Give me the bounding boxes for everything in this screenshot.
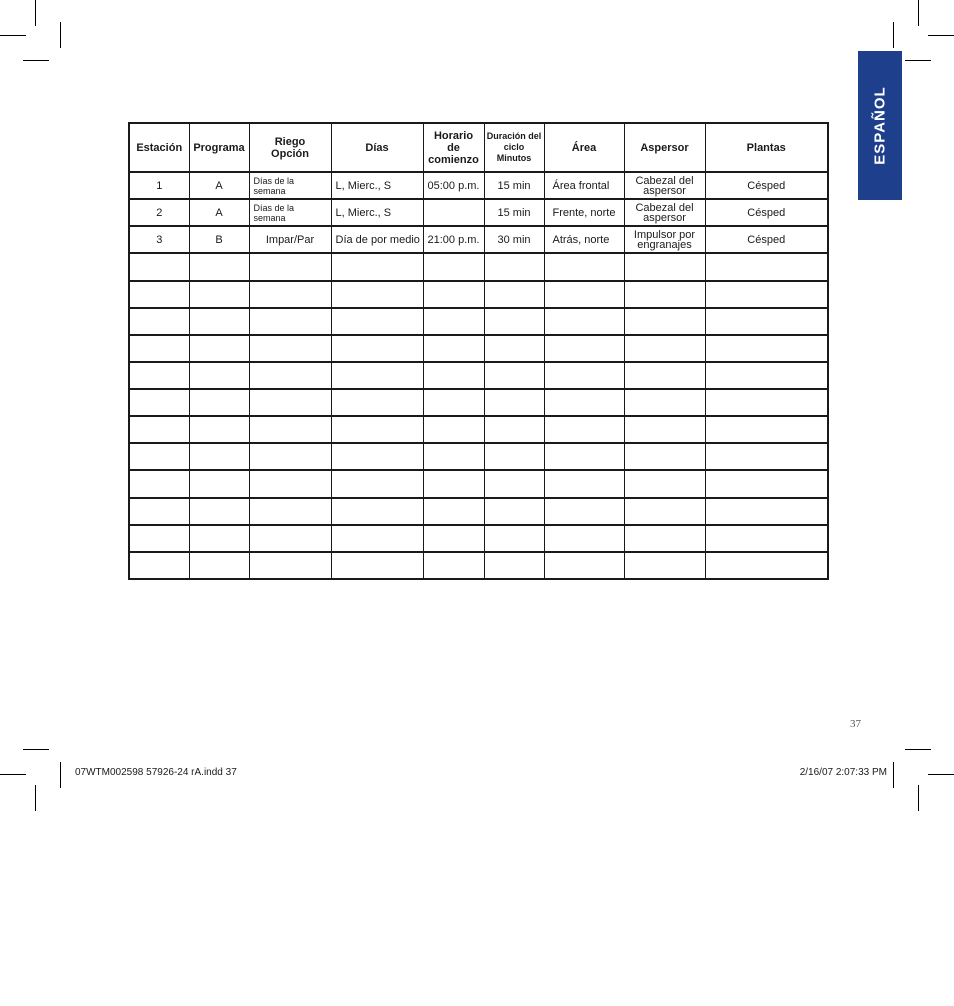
cell-text: Césped xyxy=(747,233,786,246)
cell-text: Atrás, norte xyxy=(552,233,610,246)
cell-start-time xyxy=(423,389,484,416)
cell-text: engranajes xyxy=(637,238,692,251)
cell-start-time xyxy=(423,498,484,525)
cell-watering-option xyxy=(249,253,331,280)
cell-watering-option xyxy=(249,389,331,416)
table-row xyxy=(129,172,828,199)
cell-sprinkler xyxy=(624,389,705,416)
table-row xyxy=(129,443,828,470)
cell-days xyxy=(331,525,423,552)
footer-timestamp: 2/16/07 2:07:33 PM xyxy=(799,767,887,778)
cell-program xyxy=(189,172,249,199)
cell-text: 15 min xyxy=(497,206,531,219)
cell-start-time xyxy=(423,443,484,470)
crop-mark xyxy=(918,785,919,811)
cell-program xyxy=(189,308,249,335)
cell-watering-option xyxy=(249,226,331,253)
cell-days xyxy=(331,389,423,416)
header-label-line: Horario xyxy=(433,129,474,142)
header-plants xyxy=(705,123,828,172)
cell-station xyxy=(129,498,189,525)
cell-sprinkler xyxy=(624,552,705,579)
cell-plants xyxy=(705,199,828,226)
cell-text: 21:00 p.m. xyxy=(427,233,480,246)
cell-watering-option xyxy=(249,443,331,470)
cell-text: aspersor xyxy=(643,211,686,224)
header-sprinkler xyxy=(624,123,705,172)
cell-text: 1 xyxy=(156,179,163,192)
language-tab-label: ESPAÑOL xyxy=(871,86,889,165)
crop-mark xyxy=(35,785,36,811)
cell-area xyxy=(544,172,624,199)
crop-mark xyxy=(893,22,894,48)
cell-program xyxy=(189,416,249,443)
watering-schedule-table xyxy=(128,122,829,580)
cell-cycle-duration xyxy=(484,498,544,525)
cell-text: aspersor xyxy=(643,184,686,197)
table-row xyxy=(129,470,828,497)
crop-mark xyxy=(23,749,49,750)
table-row xyxy=(129,253,828,280)
cell-plants xyxy=(705,362,828,389)
table-row xyxy=(129,552,828,579)
cell-area xyxy=(544,335,624,362)
cell-program xyxy=(189,498,249,525)
table-row xyxy=(129,226,828,253)
cell-area xyxy=(544,498,624,525)
cell-text: 3 xyxy=(156,233,163,246)
crop-mark xyxy=(60,762,61,788)
cell-plants xyxy=(705,525,828,552)
cell-program xyxy=(189,281,249,308)
cell-start-time xyxy=(423,552,484,579)
header-label-line: Programa xyxy=(193,141,245,154)
cell-plants xyxy=(705,172,828,199)
cell-program xyxy=(189,443,249,470)
cell-cycle-duration xyxy=(484,525,544,552)
cell-start-time xyxy=(423,172,484,199)
crop-mark xyxy=(0,35,26,36)
cell-text: Impulsor por xyxy=(633,228,696,241)
header-label-line: ciclo xyxy=(503,142,525,152)
cell-area xyxy=(544,362,624,389)
cell-days xyxy=(331,470,423,497)
cell-start-time xyxy=(423,226,484,253)
crop-mark xyxy=(928,774,954,775)
cell-station xyxy=(129,308,189,335)
cell-text: Cabezal del xyxy=(635,174,694,187)
header-cycle-duration xyxy=(484,123,544,172)
cell-text: A xyxy=(215,206,223,219)
cell-program xyxy=(189,470,249,497)
cell-station xyxy=(129,389,189,416)
cell-days xyxy=(331,498,423,525)
cell-plants xyxy=(705,308,828,335)
crop-mark xyxy=(905,60,931,61)
crop-mark xyxy=(928,35,954,36)
cell-days xyxy=(331,443,423,470)
cell-sprinkler xyxy=(624,253,705,280)
cell-watering-option xyxy=(249,172,331,199)
cell-program xyxy=(189,525,249,552)
cell-station xyxy=(129,172,189,199)
cell-plants xyxy=(705,470,828,497)
cell-cycle-duration xyxy=(484,199,544,226)
cell-plants xyxy=(705,416,828,443)
table-header-row xyxy=(129,123,828,172)
cell-cycle-duration xyxy=(484,389,544,416)
cell-days xyxy=(331,281,423,308)
cell-text: A xyxy=(215,179,223,192)
cell-watering-option xyxy=(249,335,331,362)
cell-area xyxy=(544,226,624,253)
cell-days xyxy=(331,226,423,253)
table-row xyxy=(129,362,828,389)
header-label-line: Días xyxy=(365,141,389,154)
page-number: 37 xyxy=(850,718,861,730)
cell-sprinkler xyxy=(624,226,705,253)
language-tab xyxy=(858,51,902,200)
cell-program xyxy=(189,552,249,579)
cell-cycle-duration xyxy=(484,281,544,308)
header-days xyxy=(331,123,423,172)
cell-watering-option xyxy=(249,281,331,308)
cell-text: L, Mierc., S xyxy=(335,179,392,192)
cell-station xyxy=(129,281,189,308)
cell-area xyxy=(544,470,624,497)
table-row xyxy=(129,525,828,552)
cell-start-time xyxy=(423,199,484,226)
cell-area xyxy=(544,281,624,308)
cell-text: 2 xyxy=(156,206,163,219)
cell-program xyxy=(189,199,249,226)
cell-program xyxy=(189,226,249,253)
cell-station xyxy=(129,552,189,579)
cell-text: L, Mierc., S xyxy=(335,206,392,219)
cell-plants xyxy=(705,281,828,308)
table-row xyxy=(129,389,828,416)
cell-station xyxy=(129,335,189,362)
cell-station xyxy=(129,470,189,497)
cell-cycle-duration xyxy=(484,552,544,579)
cell-start-time xyxy=(423,253,484,280)
cell-area xyxy=(544,525,624,552)
table-row xyxy=(129,281,828,308)
cell-text: Días de la semana xyxy=(253,175,295,196)
table-row xyxy=(129,498,828,525)
cell-watering-option xyxy=(249,362,331,389)
cell-text: Césped xyxy=(747,206,786,219)
cell-cycle-duration xyxy=(484,416,544,443)
cell-cycle-duration xyxy=(484,362,544,389)
cell-station xyxy=(129,416,189,443)
header-label-line: Riego xyxy=(274,135,306,148)
cell-days xyxy=(331,308,423,335)
cell-text: Cabezal del xyxy=(635,201,694,214)
cell-start-time xyxy=(423,362,484,389)
header-label-line: Área xyxy=(571,141,597,154)
cell-start-time xyxy=(423,308,484,335)
header-area xyxy=(544,123,624,172)
cell-cycle-duration xyxy=(484,253,544,280)
cell-area xyxy=(544,552,624,579)
cell-program xyxy=(189,335,249,362)
cell-watering-option xyxy=(249,308,331,335)
table-row xyxy=(129,335,828,362)
cell-plants xyxy=(705,443,828,470)
cell-days xyxy=(331,253,423,280)
cell-text: Área frontal xyxy=(552,179,610,192)
header-label-line: Estación xyxy=(136,141,183,154)
cell-area xyxy=(544,389,624,416)
cell-sprinkler xyxy=(624,335,705,362)
table-row xyxy=(129,199,828,226)
cell-text: 15 min xyxy=(497,179,531,192)
crop-mark xyxy=(60,22,61,48)
header-label-line: Duración del xyxy=(486,131,542,141)
cell-area xyxy=(544,416,624,443)
cell-days xyxy=(331,172,423,199)
cell-area xyxy=(544,199,624,226)
cell-station xyxy=(129,199,189,226)
cell-sprinkler xyxy=(624,362,705,389)
header-label-line: comienzo xyxy=(428,153,479,166)
table-row xyxy=(129,416,828,443)
cell-text: Días de la semana xyxy=(253,202,295,223)
crop-mark xyxy=(905,749,931,750)
cell-start-time xyxy=(423,525,484,552)
cell-plants xyxy=(705,389,828,416)
cell-text: B xyxy=(215,233,223,246)
cell-days xyxy=(331,416,423,443)
cell-program xyxy=(189,253,249,280)
cell-text: Impar/Par xyxy=(265,233,315,246)
cell-sprinkler xyxy=(624,172,705,199)
header-program xyxy=(189,123,249,172)
cell-days xyxy=(331,199,423,226)
cell-cycle-duration xyxy=(484,470,544,497)
cell-watering-option xyxy=(249,470,331,497)
header-label-line: Opción xyxy=(271,147,309,160)
cell-watering-option xyxy=(249,498,331,525)
cell-sprinkler xyxy=(624,470,705,497)
header-watering-option xyxy=(249,123,331,172)
cell-station xyxy=(129,253,189,280)
crop-mark xyxy=(35,0,36,26)
cell-watering-option xyxy=(249,552,331,579)
cell-days xyxy=(331,362,423,389)
cell-station xyxy=(129,443,189,470)
cell-text: Día de por medio xyxy=(335,233,420,246)
cell-start-time xyxy=(423,335,484,362)
cell-sprinkler xyxy=(624,308,705,335)
header-label-line: Aspersor xyxy=(640,141,689,154)
cell-watering-option xyxy=(249,199,331,226)
cell-plants xyxy=(705,335,828,362)
cell-cycle-duration xyxy=(484,443,544,470)
cell-days xyxy=(331,335,423,362)
cell-cycle-duration xyxy=(484,226,544,253)
header-label-line: Minutos xyxy=(496,153,532,163)
crop-mark xyxy=(893,762,894,788)
cell-cycle-duration xyxy=(484,308,544,335)
crop-mark xyxy=(23,60,49,61)
cell-station xyxy=(129,362,189,389)
cell-sprinkler xyxy=(624,199,705,226)
header-label-line: Plantas xyxy=(746,141,786,154)
cell-start-time xyxy=(423,416,484,443)
cell-watering-option xyxy=(249,416,331,443)
cell-plants xyxy=(705,253,828,280)
cell-sprinkler xyxy=(624,498,705,525)
cell-station xyxy=(129,226,189,253)
crop-mark xyxy=(918,0,919,26)
header-label-line: de xyxy=(447,141,460,154)
cell-area xyxy=(544,443,624,470)
cell-cycle-duration xyxy=(484,335,544,362)
cell-start-time xyxy=(423,470,484,497)
cell-sprinkler xyxy=(624,416,705,443)
cell-program xyxy=(189,362,249,389)
footer-file-info: 07WTM002598 57926-24 rA.indd 37 xyxy=(75,767,237,778)
table-row xyxy=(129,308,828,335)
cell-plants xyxy=(705,226,828,253)
cell-watering-option xyxy=(249,525,331,552)
cell-station xyxy=(129,525,189,552)
header-start-time xyxy=(423,123,484,172)
cell-days xyxy=(331,552,423,579)
cell-area xyxy=(544,253,624,280)
cell-start-time xyxy=(423,281,484,308)
cell-plants xyxy=(705,498,828,525)
cell-text: Césped xyxy=(747,179,786,192)
cell-sprinkler xyxy=(624,525,705,552)
cell-cycle-duration xyxy=(484,172,544,199)
cell-plants xyxy=(705,552,828,579)
crop-mark xyxy=(0,774,26,775)
cell-sprinkler xyxy=(624,443,705,470)
cell-program xyxy=(189,389,249,416)
cell-text: 30 min xyxy=(497,233,531,246)
cell-text: 05:00 p.m. xyxy=(427,179,480,192)
cell-sprinkler xyxy=(624,281,705,308)
cell-text: Frente, norte xyxy=(552,206,616,219)
cell-area xyxy=(544,308,624,335)
header-station xyxy=(129,123,189,172)
